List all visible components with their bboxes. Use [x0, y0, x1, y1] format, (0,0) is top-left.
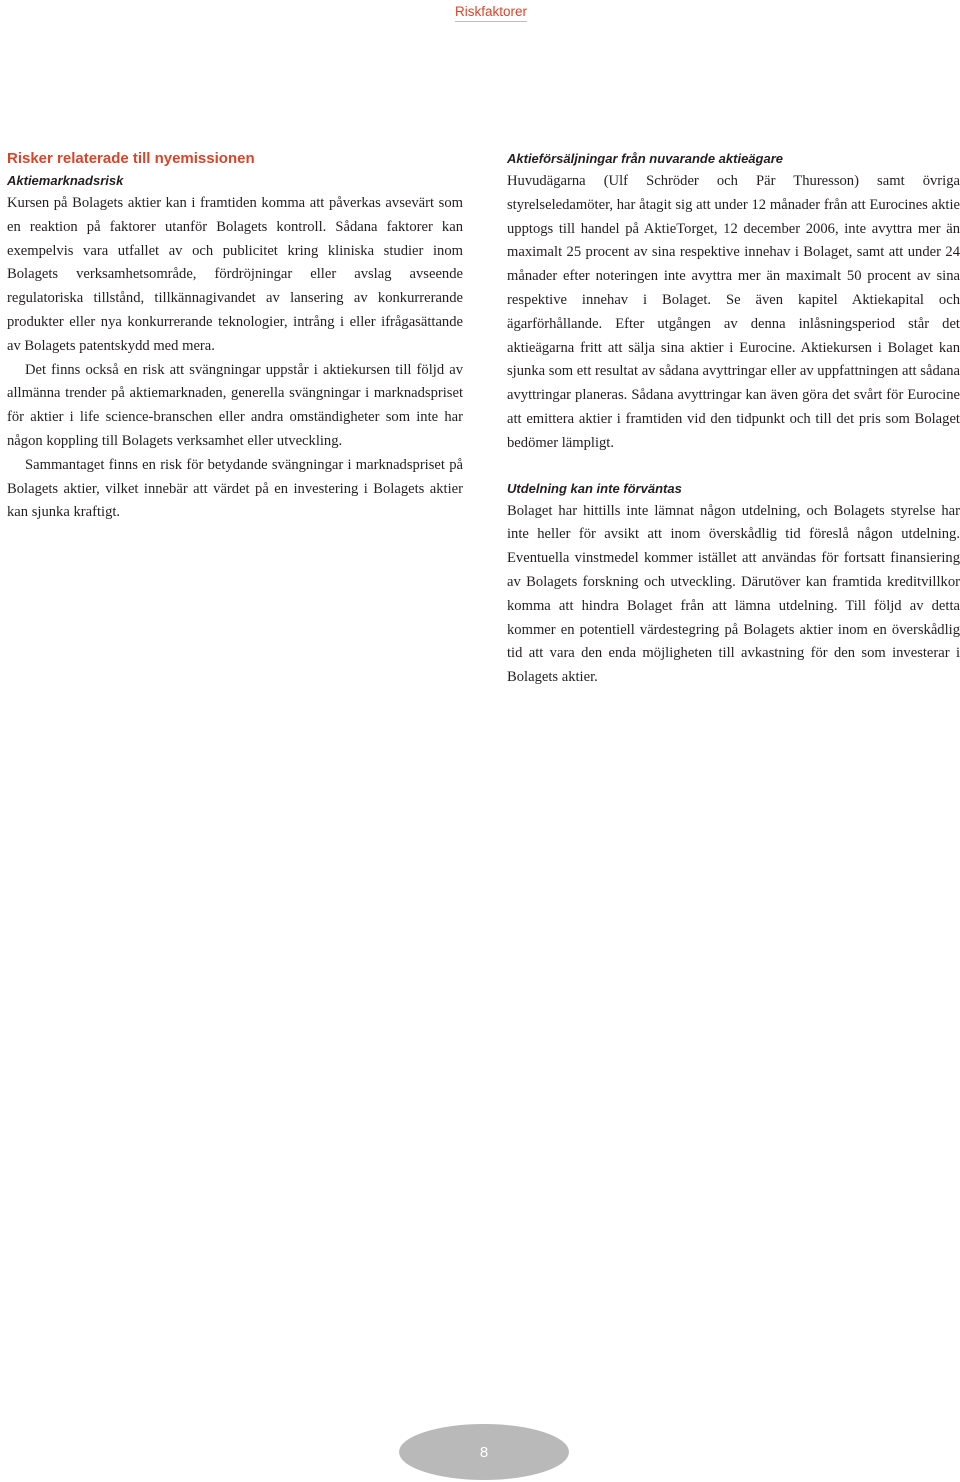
paragraph: Det finns också en risk att svängningar uppstår i aktiekursen till följd av allmänna trender på aktiemarknaden, generella svängningar i marknadspriset för aktier i life science-branschen eller andra omständigheter som inte har någon koppling till Bolagets verksamhet eller utveckling. [7, 361, 463, 449]
paragraph: Sammantaget finns en risk för betydande svängningar i marknadspriset på Bolagets aktier, vilket innebär att värdet på en investering i Bolagets aktier kan sjunka kraftigt. [7, 456, 463, 521]
left-column [7, 148, 463, 525]
subhead-aktieforsaljningar: Aktieförsäljningar från nuvarande aktieägare [507, 151, 783, 166]
section-gap [507, 456, 960, 478]
subhead-utdelning: Utdelning kan inte förväntas [507, 480, 682, 496]
page-number: 8 [479, 1443, 489, 1461]
paragraph: Huvudägarna (Ulf Schröder och Pär Thuresson) samt övriga styrelseledamöter, har åtagit sig att under 12 månader från att Eurocines aktie upptogs till handel på AktieTorget, 12 december 2006, inte avyttra mer än maximalt 25 procent av sina respektive innehav i Bolaget, samt att under 24 månader efter noteringen inte avyttra mer än maximalt 50 procent av sina respektive innehav i Bolaget. Se även kapitel Aktiekapital och ägarförhållande. Efter utgången av denna inlåsningsperiod står det aktieägarna fritt att sälja sina aktier i Eurocine. Aktiekursen i Bolaget kan sjunka som ett resultat av sådana avyttringar eller av uppfattningen att sådana avyttringar planeras. Sådana avyttringar kan även göra det svårt för Eurocine att emittera aktier i framtiden vid den tidpunkt och till det pris som Bolaget bedömer lämpligt. [507, 173, 960, 451]
running-header: Riskfaktorer [455, 4, 527, 22]
paragraph: Kursen på Bolagets aktier kan i framtiden komma att påverkas avsevärt som en reaktion på faktorer utanför Bolagets kontroll. Sådana faktorer kan exempelvis vara utfallet av och publicitet kring kliniska studier inom Bolagets verksamhetsområde, fördröjningar eller avslag avseende regulatoriska tillstånd, tillkännagivandet av lansering av konkurrerande produkter eller nya konkurrerande teknologier, intrång i eller ifrågasättande av Bolagets patentskydd med mera. [7, 195, 463, 354]
section-title: Risker relaterade till nyemissionen [7, 150, 255, 167]
paragraph: Bolaget har hittills inte lämnat någon utdelning, och Bolagets styrelse har inte heller för avsikt att inom överskådlig tid föreslå någon utdelning. Eventuella vinstmedel kommer istället att användas för fortsatt finansiering av Bolagets forskning och utveckling. Därutöver kan framtida kreditvillkor komma att hindra Bolaget från att lämna utdelning. Till följd av detta kommer en potentiell värdestegring på Bolagets aktier inom en överskådlig tid att vara den enda möjligheten till avkastning för den som investerar i Bolagets aktier. [507, 502, 960, 686]
page-number-badge [399, 1424, 569, 1480]
right-column [507, 148, 960, 690]
subhead-aktiemarknadsrisk: Aktiemarknadsrisk [7, 173, 124, 188]
